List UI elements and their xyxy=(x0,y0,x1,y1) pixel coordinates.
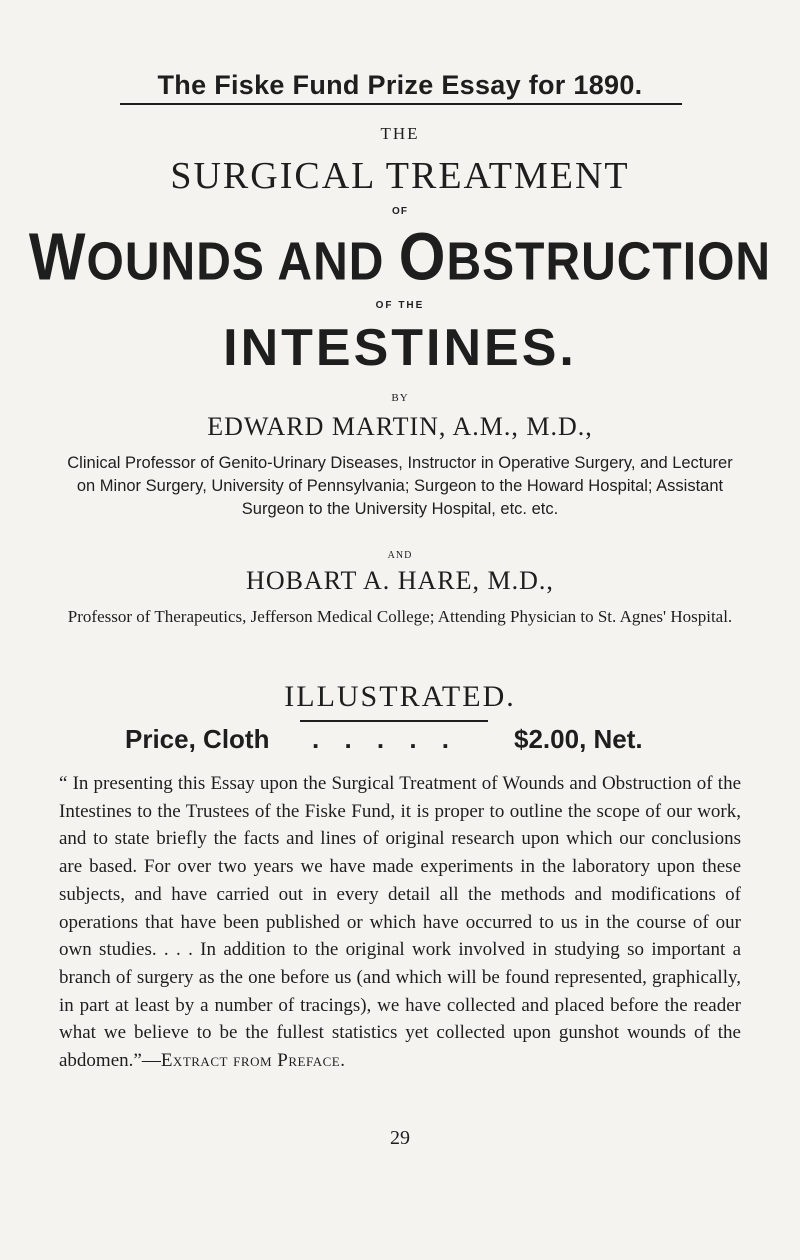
author-description-hare: Professor of Therapeutics, Jefferson Medical College; Attending Physician to St. Agnes' Hospital. xyxy=(67,607,733,626)
page-number: 29 xyxy=(390,1127,410,1149)
title-initial-o: O xyxy=(398,219,447,295)
price-label: Price, Cloth xyxy=(125,724,270,754)
header-title: The Fiske Fund Prize Essay for 1890. xyxy=(157,70,643,100)
title-obstruction: BSTRUCTION xyxy=(446,232,772,292)
title-line-wounds-obstruction xyxy=(0,218,800,295)
author-description-martin: Clinical Professor of Genito-Urinary Diseases, Instructor in Operative Surgery, and Lecturer on Minor Surgery, University of Pennsylvania; Surgeon to the Howard Hospital; Assistant Surgeon to the University Hospital, etc. etc. xyxy=(67,454,733,518)
byline-by: BY xyxy=(391,392,409,404)
author-name-hare: HOBART A. HARE, M.D., xyxy=(246,566,554,595)
title-of: OF xyxy=(392,206,408,217)
illustrated-underline xyxy=(300,720,488,722)
byline-and: AND xyxy=(387,550,413,561)
author-name-martin: EDWARD MARTIN, A.M., M.D., xyxy=(207,412,593,441)
preface-attribution: Extract from Preface. xyxy=(160,1050,346,1072)
title-initial-w: W xyxy=(28,219,87,295)
title-line-intestines: INTESTINES. xyxy=(223,319,577,377)
title-of-the: OF THE xyxy=(375,300,425,311)
preface-text: “ In presenting this Essay upon the Surgical Treatment of Wounds and Obstruction of the Intestines to the Trustees of the Fiske Fund, it is proper to outline the scope of our work, and to state briefly the facts and lines of original research upon which our conclusions are based. For over two years we have made experiments in the laboratory upon these subjects, and have carried out in every detail all the methods and modifications of operations that have been published or which have occurred to us in the course of our own studies. . . . In addition to the original work involved in studying so important a branch of surgery as the one before us (and which will be found represented, graphically, in part at least by a number of tracings), we have collected and placed before the reader what we believe to be the fullest statistics yet collected upon gunshot wounds of the abdomen.”— xyxy=(59,773,741,1072)
header-underline xyxy=(120,103,682,105)
title-line-surgical-treatment: SURGICAL TREATMENT xyxy=(170,155,630,197)
title-the: THE xyxy=(380,124,420,143)
illustrated-label: ILLUSTRATED. xyxy=(284,680,516,713)
preface-extract xyxy=(59,770,741,1075)
title-wounds-and: OUNDS AND xyxy=(86,232,399,292)
price-value: $2.00, Net. xyxy=(514,724,643,754)
price-leader-dots: . . . . . xyxy=(312,724,459,754)
